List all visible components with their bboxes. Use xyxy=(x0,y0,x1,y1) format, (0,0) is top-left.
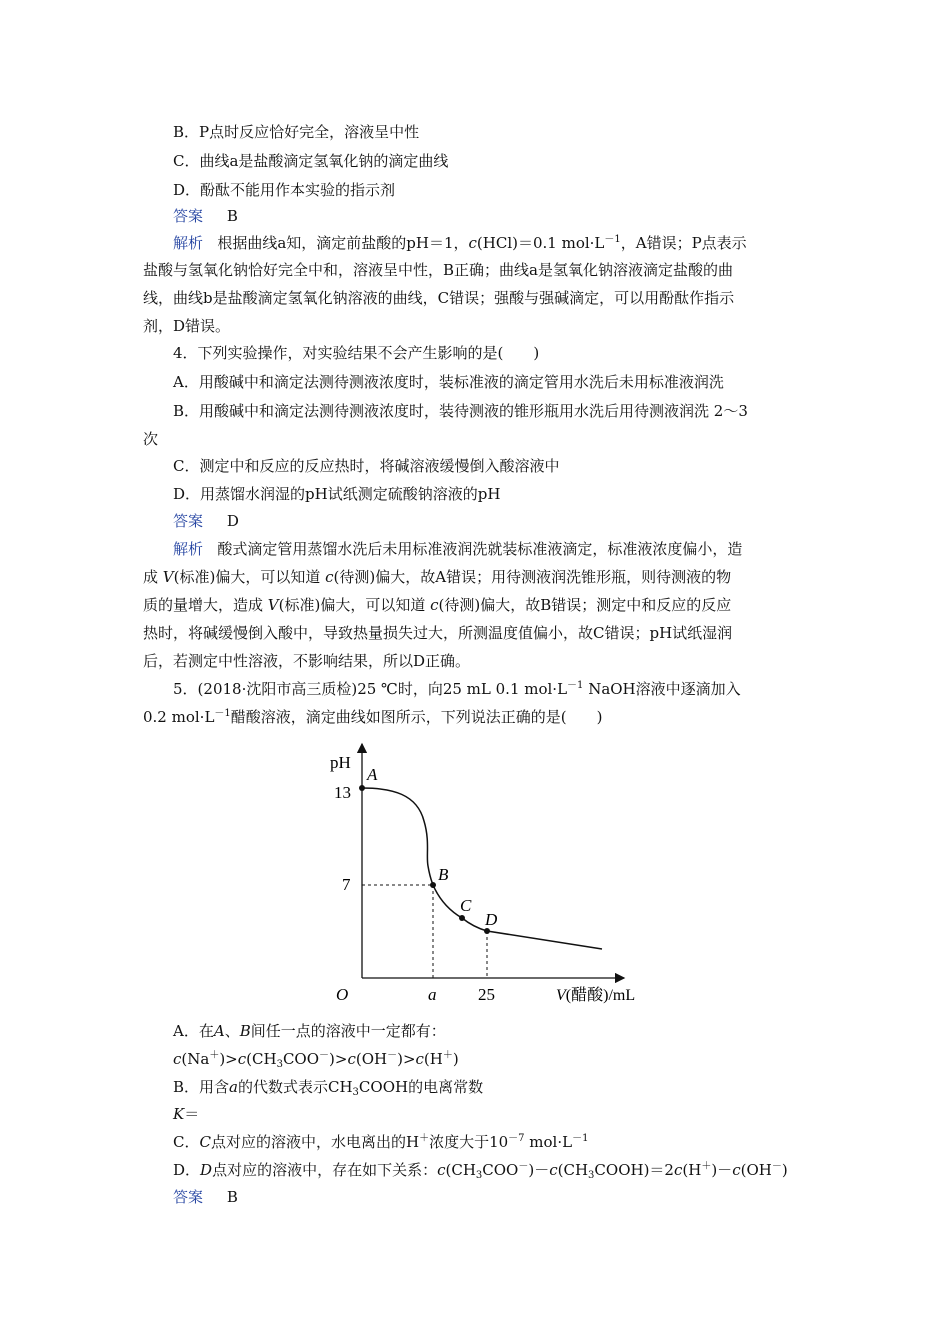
q4-answer xyxy=(173,511,239,531)
q4-analysis-line-3: 质的量增大，造成 V(标准)偏大，可以知道 c(待测)偏大，故B错误；测定中和反应的反应 xyxy=(143,596,732,614)
titration-curve-figure xyxy=(322,736,662,1016)
q3-option-b: B．P点时反应恰好完全，溶液呈中性 xyxy=(173,123,420,141)
q4-analysis-line-2: 成 V(标准)偏大，可以知道 c(待测)偏大，故A错误；用待测液润洗锥形瓶，则待测液的物 xyxy=(143,568,732,586)
q5-option-c: C．C点对应的溶液中，水电离出的H＋浓度大于$10^{-7}$ $mol\cdot L^{-1}$ xyxy=(173,1133,589,1151)
q5-option-d: D．D点对应的溶液中，存在如下关系：$c(CH_3COO^-)-c(CH_3COOH)=2c(H^+)-c(OH^-)$ xyxy=(173,1161,788,1181)
q4-analysis-line-1: 解析 酸式滴定管用蒸馏水洗后未用标准液润洗就装标准液滴定，标准液浓度偏小，造 xyxy=(173,540,743,558)
x-tick-a: a xyxy=(428,985,437,1004)
q3-analysis-line-3: 线，曲线b是盐酸滴定氢氧化钠溶液的曲线，C错误；强酸与强碱滴定，可以用酚酞作指示 xyxy=(143,289,735,307)
analysis-label: 解析 xyxy=(173,234,204,252)
q3-answer xyxy=(173,206,238,226)
answer-label: 答案 xyxy=(173,207,204,225)
y-tick-7: 7 xyxy=(342,875,351,894)
q4-option-c: C．测定中和反应的反应热时，将碱溶液缓慢倒入酸溶液中 xyxy=(173,457,560,475)
q4-option-b-line-1: B．用酸碱中和滴定法测待测液浓度时，装待测液的锥形瓶用水洗后用待测液润洗 2～3 xyxy=(173,402,748,420)
q4-analysis-line-5: 后，若测定中性溶液，不影响结果，所以D正确。 xyxy=(143,652,471,670)
point-c-label: C xyxy=(460,896,472,915)
q4-option-b-line-2: 次 xyxy=(143,430,159,448)
y-axis-label: pH xyxy=(330,753,351,772)
q5-answer xyxy=(173,1187,238,1207)
answer-value: D xyxy=(226,512,239,530)
q3-analysis-line-1: 解析 根据曲线a知，滴定前盐酸的pH＝1，c(HCl)＝0.1 $mol\cdot L^{-1}$，A错误；P点表示 xyxy=(173,234,747,252)
origin-label: O xyxy=(336,985,349,1004)
q5-option-b: B．用含a的代数式表示$CH_3COOH$的电离常数 xyxy=(173,1078,484,1098)
q5-option-a-line-2: $c(Na^+)>c(CH_3COO^-)>c(OH^-)>c(H^+)$ xyxy=(173,1050,459,1070)
q3-option-d: D．酚酞不能用作本实验的指示剂 xyxy=(173,181,396,199)
q3-option-c: C．曲线a是盐酸滴定氢氧化钠的滴定曲线 xyxy=(173,152,449,170)
point-c xyxy=(459,915,465,921)
point-d-label: D xyxy=(485,910,498,929)
q5-option-b-equation: K＝ xyxy=(173,1105,200,1123)
q4-stem: 4．下列实验操作，对实验结果不会产生影响的是( ) xyxy=(173,344,540,362)
point-b xyxy=(430,882,436,888)
q5-stem-line-1: 5．(2018·沈阳市高三质检)25 ℃时，向25 mL 0.1 $mol\cdot L^{-1}$ NaOH溶液中逐滴加入 xyxy=(173,680,741,698)
q3-analysis-line-4: 剂，D错误。 xyxy=(143,317,231,335)
point-a-label: A xyxy=(367,765,378,784)
q4-option-d: D．用蒸馏水润湿的pH试纸测定硫酸钠溶液的pH xyxy=(173,485,501,503)
x-tick-25: 25 xyxy=(478,985,495,1004)
x-axis-label: V(醋酸)/mL xyxy=(556,987,636,1004)
point-a xyxy=(359,785,365,791)
analysis-label: 解析 xyxy=(173,540,204,558)
q4-analysis-line-4: 热时，将碱缓慢倒入酸中，导致热量损失过大，所测温度值偏小，故C错误；pH试纸湿润 xyxy=(143,624,733,642)
answer-value: B xyxy=(226,207,238,225)
answer-label: 答案 xyxy=(173,512,204,530)
q4-option-a: A．用酸碱中和滴定法测待测液浓度时，装标准液的滴定管用水洗后未用标准液润洗 xyxy=(173,373,724,391)
q5-option-a-line-1: A．在A、B间任一点的溶液中一定都有： xyxy=(173,1022,446,1040)
q5-stem-line-2: 0.2 $mol\cdot L^{-1}$醋酸溶液，滴定曲线如图所示，下列说法正确的是( ) xyxy=(143,708,603,726)
answer-label: 答案 xyxy=(173,1188,204,1206)
q3-analysis-line-2: 盐酸与氢氧化钠恰好完全中和，溶液呈中性，B正确；曲线a是氢氧化钠溶液滴定盐酸的曲 xyxy=(143,261,733,279)
point-b-label: B xyxy=(438,865,449,884)
titration-curve xyxy=(362,788,602,949)
answer-value: B xyxy=(226,1188,238,1206)
y-tick-13: 13 xyxy=(334,783,351,802)
